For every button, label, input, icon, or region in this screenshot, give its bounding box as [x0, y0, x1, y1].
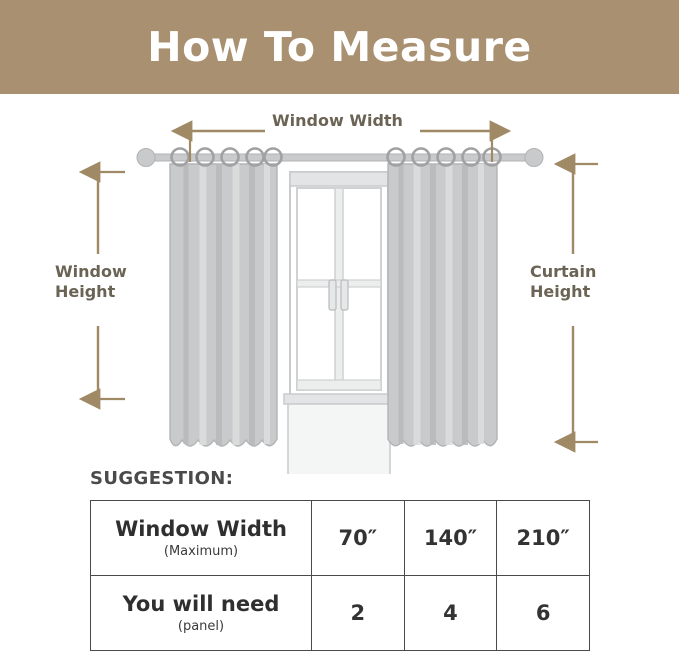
- label-window-height-line1: Window: [55, 262, 127, 281]
- cell-width-3: 210″: [497, 501, 590, 576]
- measurement-diagram: [0, 94, 679, 474]
- row-label-sub: (panel): [177, 619, 225, 634]
- cell-panels-1: 2: [312, 576, 405, 651]
- table-row: [91, 501, 590, 576]
- header-band: [0, 0, 679, 94]
- suggestion-table: [90, 500, 590, 651]
- row-label-sub: (Maximum): [163, 544, 239, 559]
- label-curtain-height: [530, 262, 596, 302]
- right-curtain-panel: [388, 149, 501, 447]
- cell-width-2: 140″: [404, 501, 497, 576]
- curtain-height-dimension: [556, 164, 598, 442]
- suggestion-title: SUGGESTION:: [90, 468, 234, 489]
- row-header-window-width: [91, 501, 312, 576]
- label-curtain-height-line1: Curtain: [530, 262, 597, 281]
- window-graphic: [284, 172, 394, 474]
- cell-width-1: 70″: [312, 501, 405, 576]
- label-window-height: [55, 262, 127, 302]
- left-curtain-panel: [170, 149, 282, 447]
- row-label-main: You will need: [122, 592, 280, 616]
- row-header-panels-needed: [91, 576, 312, 651]
- cell-panels-2: 4: [404, 576, 497, 651]
- label-window-width: Window Width: [272, 111, 403, 130]
- page-title: How To Measure: [147, 23, 532, 71]
- row-label-main: Window Width: [115, 517, 287, 541]
- suggestion-table-wrap: [90, 500, 590, 651]
- label-window-height-line2: Height: [55, 282, 116, 301]
- table-row: [91, 576, 590, 651]
- label-curtain-height-line2: Height: [530, 282, 591, 301]
- cell-panels-3: 6: [497, 576, 590, 651]
